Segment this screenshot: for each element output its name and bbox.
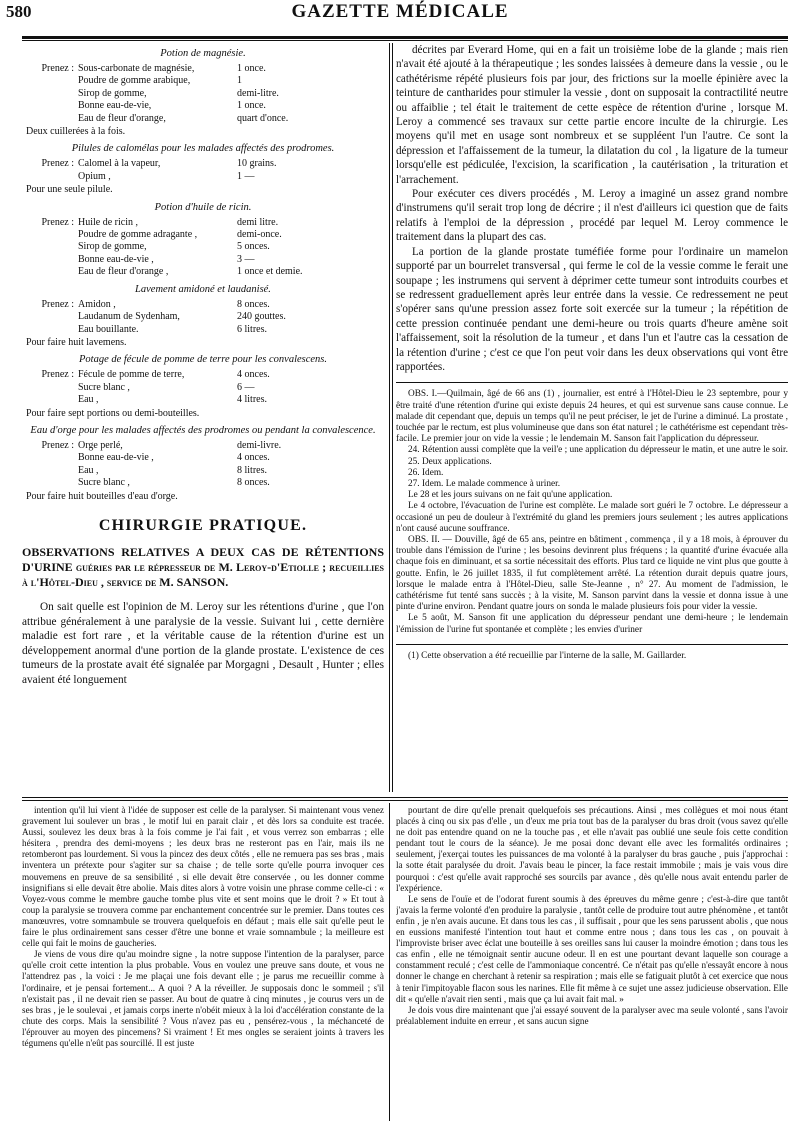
ingredient-name: Orge perlé,: [78, 439, 123, 451]
observation-entry: 25. Deux applications.: [408, 456, 492, 467]
ingredient-name: Sirop de gomme,: [78, 87, 147, 99]
ingredient-name: Sirop de gomme,: [78, 241, 147, 253]
ingredient-quantity: 1 —: [237, 170, 255, 182]
recipe-lead-blank: [22, 241, 78, 253]
ingredient-quantity: 6 —: [237, 381, 255, 393]
recipe-lead-blank: [22, 382, 78, 394]
recipe-ingredients: [22, 217, 384, 279]
recipe-block: [22, 142, 384, 196]
ingredient-name: Calomel à la vapeur,: [78, 158, 161, 170]
recipe-lead-blank: [22, 171, 78, 183]
article-paragraph: La portion de la glande prostate tuméfiée forme pour l'ordinaire un mamelon supporté par un bourrelet transversal , qui ferme le col de la vessie comme le ferait une soupape ; les instrumens qui servent à déprimer cette tumeur sont introduits courbes et se redressent graduellement après leur entrée dans la vessie. Ce redressement ne peut s'opérer sans qu'une pression assez forte soit exercée sur la tumeur ; la répétition de cette pression continuée pendant une demi-heure ou trois quarts d'heure amène soit l'affaissement, soit la résolution de la tumeur , et dans l'un et l'autre cas la cessation de la rétention d'urine ; c'est ce que l'on peut voir dans les deux observations qui vont être rapportées.: [396, 245, 788, 373]
recipe-note: Pour faire huit lavemens.: [26, 336, 127, 348]
ingredient-quantity: 4 onces.: [237, 369, 270, 381]
ingredient-name: Amidon ,: [78, 298, 116, 310]
recipe-block: [22, 283, 384, 350]
observations-list: [396, 389, 788, 635]
recipe-ingredients: [22, 63, 384, 125]
ingredient-quantity: 6 litres.: [237, 323, 267, 335]
ingredient-quantity: 240 gouttes.: [237, 311, 286, 323]
recipe-lead: Prenez :: [41, 63, 74, 74]
ingredient-name: Poudre de gomme adragante ,: [78, 229, 198, 241]
recipe-lead-blank: [22, 311, 78, 323]
feuilleton-paragraph: pourtant de dire qu'elle prenait quelquefois ses précautions. Ainsi , mes collègues et moi nous étant placés à cinq ou six pas d'elle , un d'eux me pria tout bas de la paralyser du bras droit (vous savez qu'elle ne doit pas entendre quand on ne la touche pas , et elle n'avait pas oublié une seule fois cette condition pendant tout le cours de la séance). Je me posai donc devant elle avec les formalités ordinaires ; seulement, j'exerçai toutes les puissances de ma volonté à la paralyser du bras gauche , puis j'approchai : la sotte était paralysée du droit. J'avais beau le pincer, la face restait immobile ; mais je vais vous dire pourquoi : c'est qu'elle avait rapproché ses sourcils par avance , dès qu'elle nous avait entendu parler de l'expérience.: [396, 805, 788, 893]
recipe-note: Pour une seule pilule.: [26, 184, 113, 196]
ingredient-name: Eau de fleur d'orange,: [78, 112, 166, 124]
recipe-ingredients: [22, 158, 384, 183]
recipe-lead-blank: [22, 100, 78, 112]
ingredient-name: Eau de fleur d'orange ,: [78, 266, 169, 278]
left-column: [22, 43, 384, 793]
ingredient-name: Bonne eau-de-vie,: [78, 100, 152, 112]
ingredient-quantity: 1 once.: [237, 100, 266, 112]
article-body-right: [396, 43, 788, 374]
recipe-ingredients: [22, 369, 384, 406]
feuilleton-left: [22, 805, 384, 1049]
recipe-lead-blank: [22, 266, 78, 278]
section-divider: [22, 797, 788, 798]
feuilleton-right: [396, 805, 788, 1027]
ingredient-name: Bonne eau-de-vie ,: [78, 253, 154, 265]
observation-entry: Le 4 octobre, l'évacuation de l'urine est complète. Le malade sort guéri le 7 octobre. Le dépresseur a occasioné un peu de douleur à l'extrémité du gland les premiers jours seulement ; les autres applications n'ont causé aucune souffrance.: [396, 501, 788, 534]
feuilleton-paragraph: Je dois vous dire maintenant que j'ai essayé souvent de la paralyser avec ma seule volonté , sans l'avoir préalablement induite en erreur , et sans aucun signe: [396, 1004, 788, 1026]
recipe-lead-blank: [22, 88, 78, 100]
observation-entry: OBS. I.—Quilmain, âgé de 66 ans (1) , journalier, est entré à l'Hôtel-Dieu le 23 septembre, pour y être traité d'une rétention d'urine qui existe depuis 24 heures, et qui est survenue sans cause connue. Le malade dit cependant que, depuis un temps qu'il ne peut préciser, le jet de l'urine a diminué. La prostate , touchée par le rectum, est plus volumineuse que dans son état naturel ; le cathétérisme est cependant très-facile. Le premier jour on vide la vessie ; le lendemain M. Sanson fait l'application du dépresseur.: [396, 389, 788, 445]
ingredient-quantity: quart d'once.: [237, 112, 289, 124]
ingredient-quantity: 3 —: [237, 253, 255, 265]
ingredient-quantity: 8 onces.: [237, 477, 270, 489]
recipe-note: Deux cuillerées à la fois.: [26, 126, 126, 138]
section-title: CHIRURGIE PRATIQUE.: [98, 516, 308, 534]
recipe-lead-blank: [22, 452, 78, 464]
observation-entry: 26. Idem.: [408, 467, 444, 478]
footnote: (1) Cette observation a été recueillie par l'interne de la salle, M. Gaillarder.: [408, 650, 687, 661]
feuilleton-paragraph: Je viens de vous dire qu'au moindre signe , la notre suppose l'intention de la paralyser, parce qu'elle croit cette intention la plus probable. Vous en voulez une preuve sans doute, et vous ne l'attendrez pas , la voici : Je me plaçai une fois devant elle ; je parus me recueillir comme à l'ordinaire, et je pensai fortement... A quoi ? A la réveiller. Je supposais donc le sommeil ; s'il n'existait pas , il ne devait rien se passer. Au bout de quatre à cinq minutes , je courus vers un de ses bras , je le soulevai , et jamais corps inerte n'obéit mieux à la loi d'accélération constante de la chute des corps. Mais la sensibilité ? Vous n'avez pas eu , pensérez-vous , la méchanceté de l'éprouver au moyen des pincemens? Si vraiment ! Et mes ongles se seraient joints à travers les tégumens qu'elle n'eût pas sourcillé. Il est juste: [22, 949, 384, 1048]
ingredient-name: Poudre de gomme arabique,: [78, 75, 191, 87]
recipe-title: Pilules de calomélas pour les malades affectés des prodromes.: [71, 143, 335, 155]
ingredient-quantity: 1: [237, 75, 242, 87]
recipe-lead: Prenez :: [41, 439, 74, 451]
ingredient-quantity: 8 litres.: [237, 464, 267, 476]
ingredient-name: Sous-carbonate de magnésie,: [78, 63, 195, 74]
recipe-lead-blank: [22, 465, 78, 477]
recipe-lead: Prenez :: [41, 216, 74, 228]
recipe-block: [22, 201, 384, 279]
recipe-lead-blank: [22, 394, 78, 406]
section-divider-thin: [22, 800, 788, 801]
right-column: [396, 43, 788, 793]
ingredient-quantity: 4 litres.: [237, 394, 267, 406]
ingredient-quantity: demi litre.: [237, 216, 279, 228]
ingredient-name: Eau ,: [78, 394, 99, 406]
ingredient-quantity: 5 onces.: [237, 241, 270, 253]
recipe-title: Potage de fécule de pomme de terre pour les convalescens.: [78, 354, 328, 366]
recipe-title: Potion d'huile de ricin.: [154, 201, 252, 213]
recipe-note: Pour faire sept portions ou demi-bouteilles.: [26, 407, 200, 419]
observation-entry: 27. Idem. Le malade commence à uriner.: [408, 478, 561, 489]
recipe-lead: Prenez :: [41, 369, 74, 381]
ingredient-quantity: 8 onces.: [237, 298, 270, 310]
recipe-lead: Prenez :: [41, 298, 74, 310]
recipe-block: [22, 424, 384, 503]
ingredient-name: Eau bouillante.: [78, 323, 139, 335]
recipe-title: Eau d'orge pour les malades affectés des prodromes ou pendant la convalescence.: [30, 424, 376, 436]
recipe-ingredients: [22, 440, 384, 490]
observations-divider: [396, 382, 788, 383]
ingredient-quantity: 10 grains.: [237, 158, 277, 170]
page-number: 580: [6, 2, 32, 21]
ingredient-quantity: 4 onces.: [237, 452, 270, 464]
recipe-ingredients: [22, 299, 384, 336]
ingredient-name: Opium ,: [78, 170, 111, 182]
ingredient-name: Bonne eau-de-vie ,: [78, 452, 154, 464]
feuilleton-paragraph: Le sens de l'ouïe et de l'odorat furent soumis à des épreuves du même genre ; c'est-à-dire que tantôt j'avais la ferme volonté d'en produire la paralysie , tantôt celle de produire tout autre phénomène , et tantôt enfin , je n'en avais aucune. Et dans tous les cas , il suffisait , pour que les sens parussent abolis , que nous en eussions manifesté l'intention tout haut et comme entre nous ; dans tous les cas , on pouvait à l'improviste briser avec éclat une bouteille à ses oreilles sans lui causer la moindre émotion ; dans tous les cas enfin , elle ne témoignait sentir aucune odeur. Il en est une pourtant devant laquelle son courage a constamment reculé ; c'est celle de l'ammoniaque concentré. Ce n'était pas qu'elle n'essayât encore à nous donner le change en cherchant à retenir sa respiration ; mais elle se fatiguait plutôt à cet exercice que nous à tenir l'impitoyable flacon sous les narines. Elle fit même à ce sujet une assez judicieuse observation. Elle dit « qu'elle n'avait rien senti , mais que ça lui avait fait mal. »: [396, 893, 788, 1004]
ingredient-name: Huile de ricin ,: [78, 216, 138, 228]
ingredient-name: Sucre blanc ,: [78, 381, 130, 393]
article-paragraph: On sait quelle est l'opinion de M. Leroy sur les rétentions d'urine , que l'on attribue généralement à une paralysie de la vessie. Suivant lui , cette dernière maladie est fort rare , et la véritable cause de la rétention d'urine est un développement anormal d'une portion de la glande prostate. L'existence de ces tumeurs de la prostate avait été signalée par Morgagni , Desault , Hunter ; elles avaient été longuement: [22, 600, 384, 686]
recipe-lead: Prenez :: [41, 158, 74, 170]
column-divider: [389, 43, 393, 792]
ingredient-quantity: 1 once.: [237, 63, 266, 74]
article-body-left: [22, 600, 384, 688]
recipe-block: [22, 47, 384, 138]
recipe-note: Pour faire huit bouteilles d'eau d'orge.: [26, 490, 178, 502]
header-rule-thin: [22, 40, 788, 41]
recipe-lead-blank: [22, 254, 78, 266]
observation-entry: Le 5 août, M. Sanson fit une application du dépresseur pendant une demi-heure ; le lendemain l'émission de l'urine fut spontanée et complète ; les envies d'uriner: [396, 613, 788, 635]
article-paragraph: décrites par Everard Home, qui en a fait un troisième lobe de la glande ; mais rien n'avait été ajouté à la thérapeutique ; les sondes laissées à demeure dans la vessie , ou le cathétérisme répété plusieurs fois par jour, des frictions sur la moelle épinière avec la teinture de cantharides pour stimuler la vessie , dont on supposait la contractilité neutre ou affaiblie ; tel était le traitement de cette espèce de rétention d'urine , lorsque M. Leroy a commencé ses travaux sur cette partie encore inculte de la chirurgie. Les moyens qu'il met en usage sont nombreux et se suppléent l'un l'autre. Ce sont la dépression et l'affaissement de la tumeur, la dilatation du col , la ligature de la tumeur lorsqu'elle est pédiculée, l'excision, la scarification , la cautérisation , la trituration et l'arrachement.: [396, 44, 788, 186]
column-divider-bottom: [389, 803, 390, 1121]
recipe-title: Potion de magnésie.: [160, 48, 246, 59]
footnote-divider: [396, 644, 788, 645]
ingredient-name: Fécule de pomme de terre,: [78, 369, 185, 381]
ingredient-name: Sucre blanc ,: [78, 477, 130, 489]
ingredient-name: Eau ,: [78, 464, 99, 476]
ingredient-name: Laudanum de Sydenham,: [78, 311, 180, 323]
recipe-block: [22, 353, 384, 420]
recipe-lead-blank: [22, 229, 78, 241]
bottom-left-column: [22, 805, 384, 1121]
ingredient-quantity: 1 once et demie.: [237, 266, 303, 278]
recipes-list: [22, 47, 384, 503]
observation-entry: Le 28 et les jours suivans on ne fait qu'une application.: [408, 490, 613, 501]
recipe-lead-blank: [22, 324, 78, 336]
recipe-lead-blank: [22, 477, 78, 489]
observation-entry: OBS. II. — Douville, âgé de 65 ans, peintre en bâtiment , commença , il y a 18 mois, à éprouver du trouble dans l'émission de l'urine ; les besoins devinrent plus fréquens ; la quantité d'urine évacuée alla chaque fois en diminuant, et sa sortie nécessitait des efforts. Plus tard ce liquide ne vint plus que goutte à goutte. Enfin, le 26 juillet 1835, il fut complètement arrêté. La rétention durait depuis quatre jours, lorsque le malade entra à l'Hôtel-Dieu, salle Ste-Jeanne , n° 27. Au moment de l'admission, le cathétérisme fut tenté sans succès ; à la visite, M. Sanson parvint dans la vessie et donna issue à une pinte d'urine environ. Pendant quatre jours on sonda le malade plusieurs fois pour vider la vessie.: [396, 534, 788, 613]
ingredient-quantity: demi-once.: [237, 229, 282, 241]
observation-entry: 24. Rétention aussi complète que la veil'e ; une application du dépresseur le matin, et une autre le soir.: [408, 445, 788, 456]
article-title: OBSERVATIONS RELATIVES A DEUX CAS DE RÉTENTIONS D'URINE guéries par le répresseur de M. Leroy-d'Etiolle ; recueillies à l'Hôtel-Dieu , service de M. SANSON.: [22, 544, 384, 589]
recipe-lead-blank: [22, 75, 78, 87]
article-paragraph: Pour exécuter ces divers procédés , M. Leroy a imaginé un assez grand nombre d'instrumens qu'il serait trop long de décrire ; il n'est d'ailleurs ici question que de faits relatifs à l'emploi de la dépression , procédé par lequel M. Leroy commence le traitement dans la plupart des cas.: [396, 188, 788, 244]
header-rule: [22, 36, 788, 39]
recipe-title: Lavement amidoné et laudanisé.: [135, 283, 271, 295]
ingredient-quantity: demi-livre.: [237, 439, 282, 451]
bottom-right-column: [396, 805, 788, 1121]
masthead-title: GAZETTE MÉDICALE: [291, 1, 509, 22]
ingredient-quantity: demi-litre.: [237, 87, 279, 99]
feuilleton-paragraph: intention qu'il lui vient à l'idée de supposer est celle de la paralyser. Si maintenant vous venez gravement lui soulever un bras , le motif lui en parait clair , et dès lors sa conduite est tracée. Aussi, soulevez les deux bras à la fois comme je l'ai fait , et vous verrez son embarras ; elle hésitera , prendra des demi-moyens ; les deux bras ne resteront pas en l'air, mais ils ne retomberont pas lourdement. Si vous la pincez des deux côtés , elle ne remuera pas ses bras , mais inventera un prétexte pour s'agiter sur sa chaise ; de telle sorte qu'elle pourra invoquer ces mouvemens en preuve de sa sensibilité , si elle devait être conservée , ou les donner comme insignifians si elle devait être abolie. Mais dites alors à votre voisin une phrase comme celle-ci : « Voyez-vous comme le membre gauche tombe plus vite et sent moins que le droit ? » Et tout à coup la paralysie se trouvera comme par enchantement concentrée sur le premier. Dans toutes ces manœuvres, votre somnambule se trouvera quelquefois en défaut ; mais elle sait qu'elle peut le faire le plus ordinairement sans cesser d'être une bonne et vraie somnambule ; la meilleure est celle qui fait le moins de gaucheries.: [22, 805, 384, 949]
recipe-lead-blank: [22, 113, 78, 125]
